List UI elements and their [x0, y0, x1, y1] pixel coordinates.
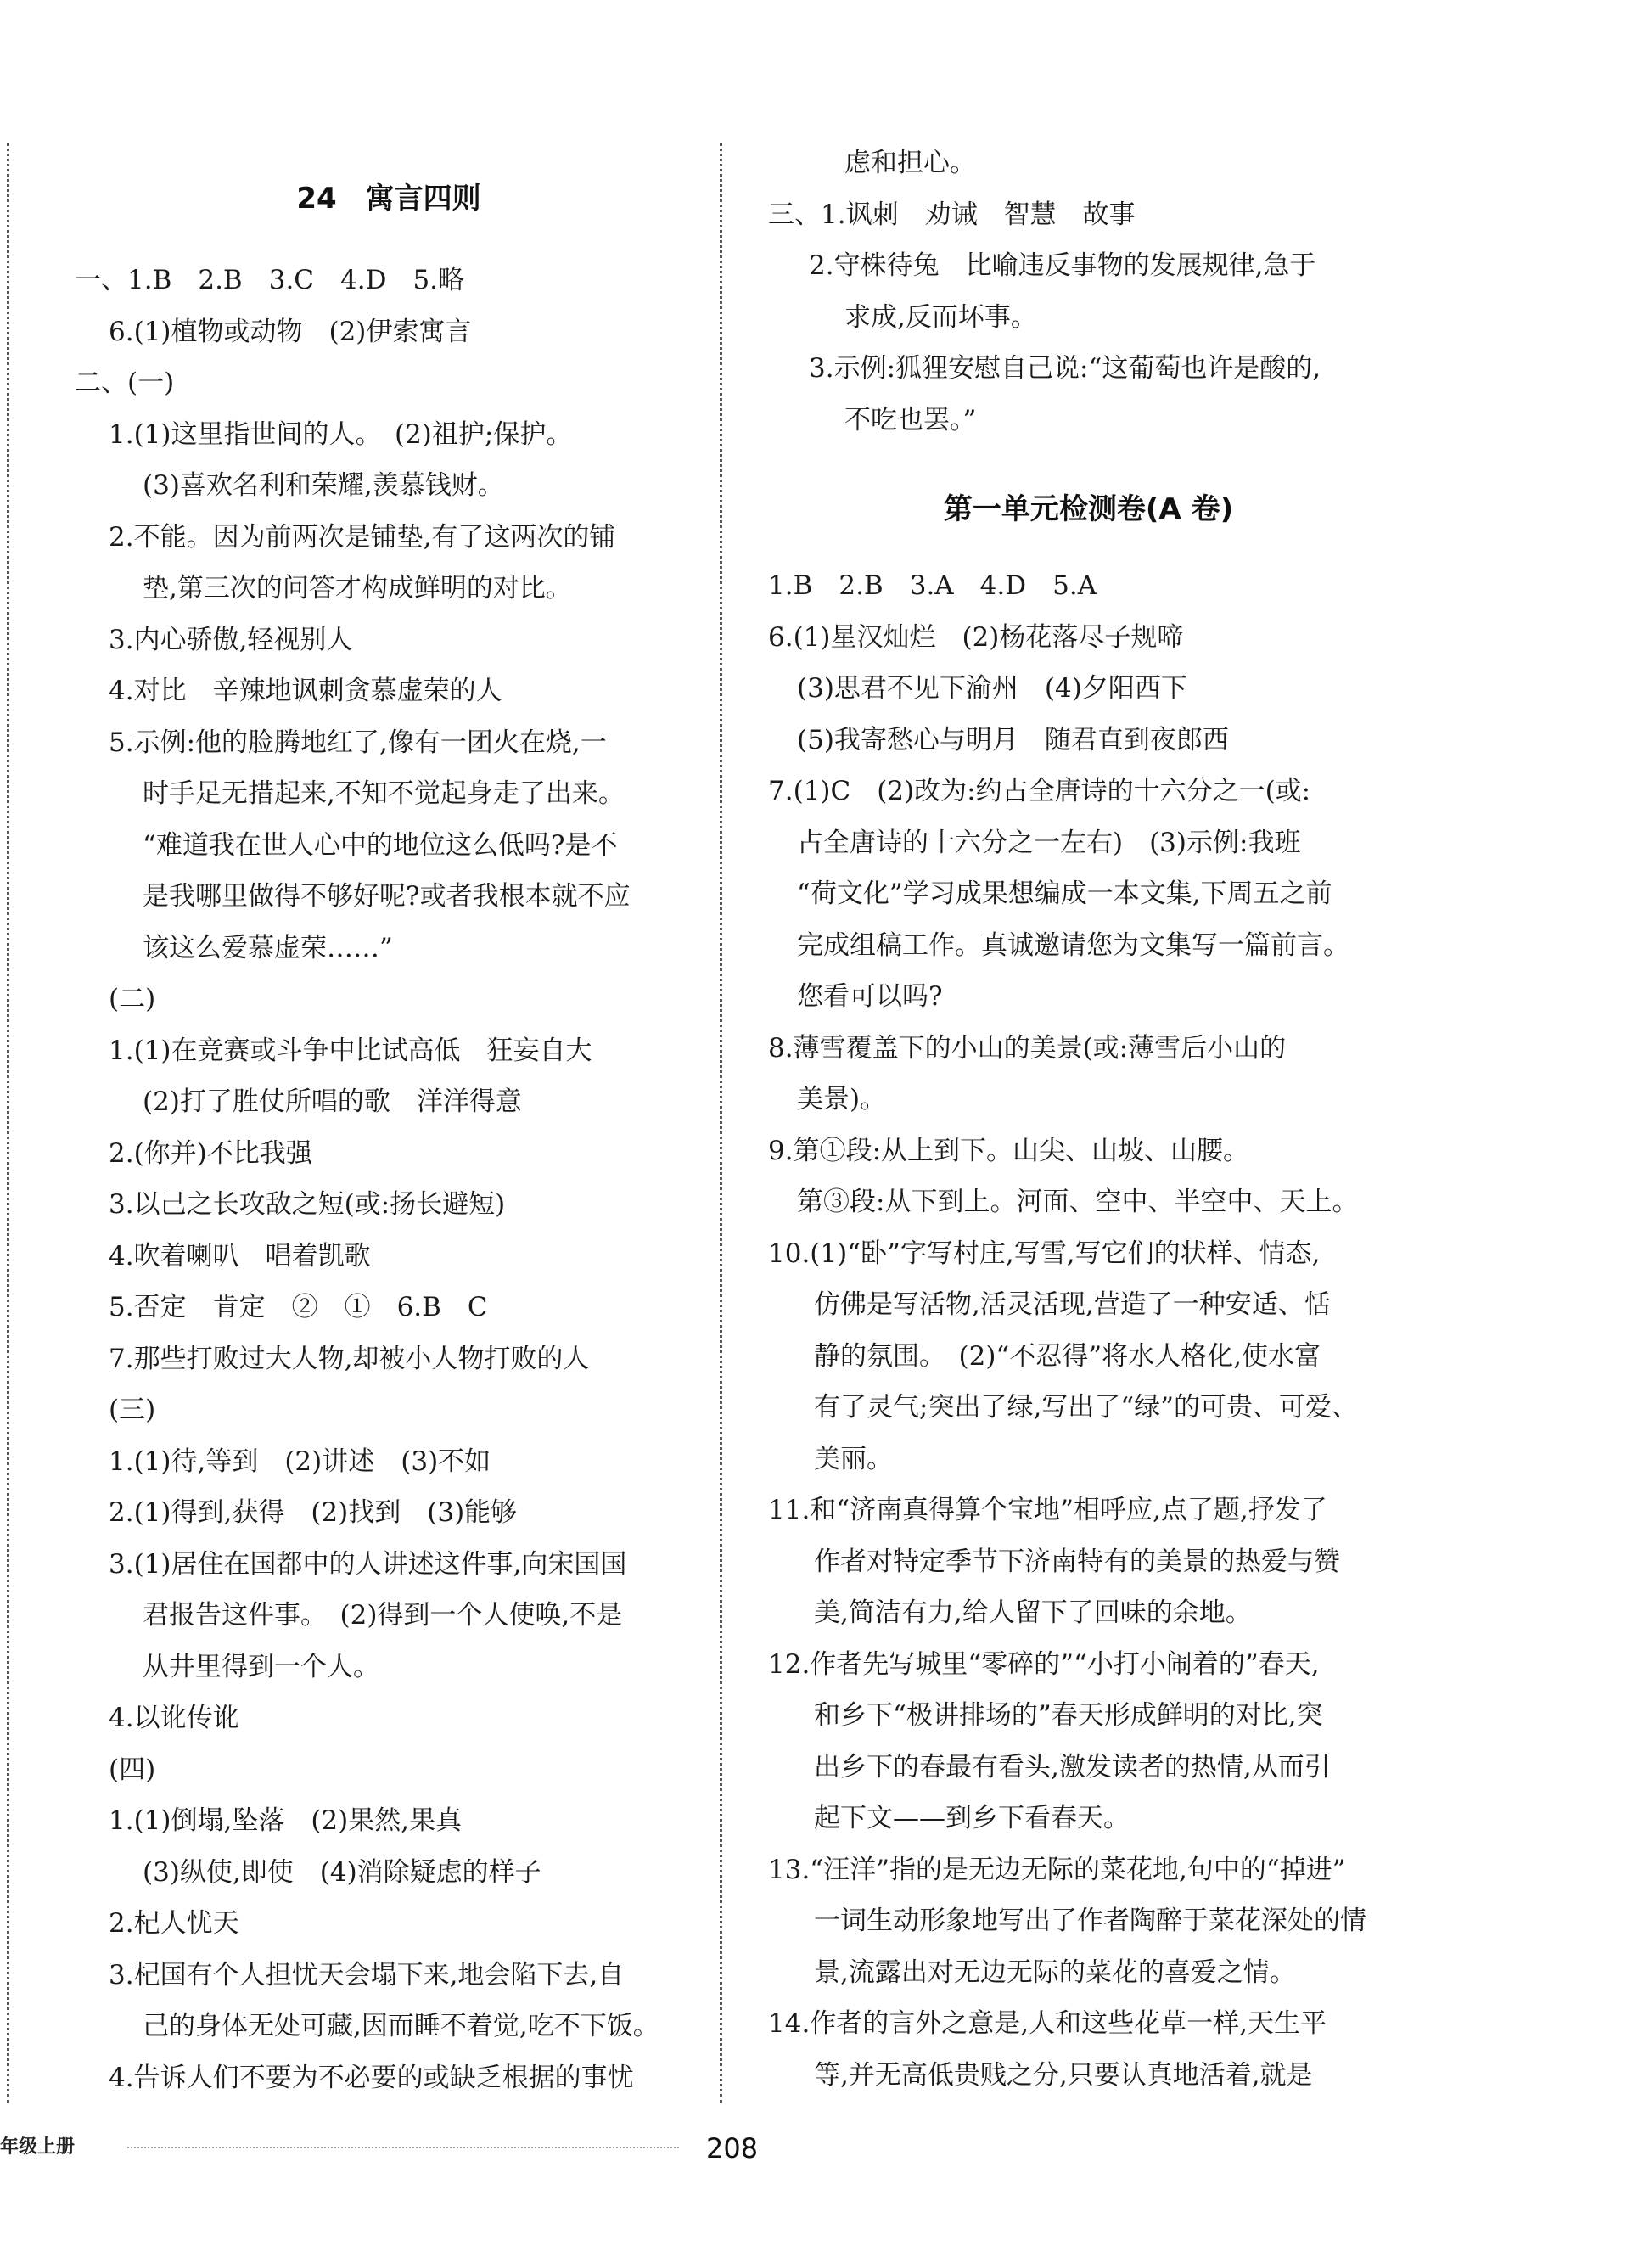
section-title-fables: 24 寓言四则: [296, 182, 481, 216]
left-binding-dotted-line: [7, 143, 9, 2103]
answer-line: (三): [109, 1395, 156, 1425]
answer-line: 9.第①段:从上到下。山尖、山坡、山腰。: [768, 1135, 1250, 1166]
answer-line: 4.告诉人们不要为不必要的或缺乏根据的事忧: [109, 2062, 634, 2093]
answer-line: “荷文化”学习成果想编成一本文集,下周五之前: [797, 879, 1332, 909]
grade-label: 年级上册: [0, 2136, 76, 2158]
answer-line: 该这么爱慕虚荣……”: [143, 932, 393, 963]
answer-line: 3.杞国有个人担忧天会塌下来,地会陷下去,自: [109, 1959, 625, 1990]
answer-line: 2.守株待兔 比喻违反事物的发展规律,急于: [809, 250, 1316, 281]
answer-line: 13.“汪洋”指的是无边无际的菜花地,句中的“掉进”: [768, 1854, 1346, 1885]
answer-line: 完成组稿工作。真诚邀请您为文集写一篇前言。: [797, 929, 1349, 961]
column-divider-dotted-line: [720, 143, 722, 2103]
answer-line: 2.(1)得到,获得 (2)找到 (3)能够: [109, 1497, 518, 1528]
answer-line: (3)喜欢名利和荣耀,羡慕钱财。: [143, 470, 504, 501]
answer-line: 美景)。: [797, 1084, 887, 1114]
answer-line: 垫,第三次的问答才构成鲜明的对比。: [143, 573, 572, 603]
answer-line: (二): [109, 984, 156, 1014]
answer-line: 己的身体无处可藏,因而睡不着觉,吃不下饭。: [143, 2011, 659, 2041]
answer-line: 6.(1)植物或动物 (2)伊索寓言: [109, 316, 472, 347]
answer-line: 3.(1)居住在国都中的人讲述这件事,向宋国国: [109, 1548, 627, 1580]
answer-line: (四): [109, 1754, 156, 1785]
answer-line: 时手足无措起来,不知不觉起身走了出来。: [143, 778, 625, 809]
answer-line: 1.(1)这里指世间的人。 (2)祖护;保护。: [109, 418, 573, 450]
answer-line: 从井里得到一个人。: [143, 1651, 379, 1682]
answer-line: 14.作者的言外之意是,人和这些花草一样,天生平: [768, 2008, 1327, 2039]
answer-line: 君报告这件事。 (2)得到一个人使唤,不是: [143, 1600, 623, 1631]
answer-line: 8.薄雪覆盖下的小山的美景(或:薄雪后小山的: [768, 1032, 1287, 1064]
answer-line: (3)思君不见下渝州 (4)夕阳西下: [797, 673, 1187, 704]
answer-line: 和乡下“极讲排场的”春天形成鲜明的对比,突: [814, 1700, 1323, 1731]
answer-line: (3)纵使,即使 (4)消除疑虑的样子: [143, 1856, 541, 1888]
answer-line: 仿佛是写活物,活灵活现,营造了一种安适、恬: [814, 1289, 1331, 1320]
answer-line: 4.吹着喇叭 唱着凯歌: [109, 1240, 371, 1272]
answer-line: (2)打了胜仗所唱的歌 洋洋得意: [143, 1086, 522, 1117]
answer-line: 11.和“济南真得算个宝地”相呼应,点了题,抒发了: [768, 1495, 1327, 1525]
answer-line: 2.杞人忧天: [109, 1908, 239, 1939]
answer-line: 1.(1)待,等到 (2)讲述 (3)不如: [109, 1446, 491, 1477]
answer-line: 起下文——到乡下看春天。: [814, 1803, 1130, 1833]
answer-line: 3.以己之长攻敌之短(或:扬长避短): [109, 1189, 506, 1220]
answer-line: 3.示例:狐狸安慰自己说:“这葡萄也许是酸的,: [809, 353, 1321, 384]
answer-line: 6.(1)星汉灿烂 (2)杨花落尽子规啼: [768, 621, 1184, 653]
footer-dotted-rule: [127, 2147, 679, 2148]
answer-line: 不吃也罢。”: [844, 404, 977, 435]
answer-line: 是我哪里做得不够好呢?或者我根本就不应: [143, 881, 631, 912]
answer-line: 1.B 2.B 3.A 4.D 5.A: [768, 570, 1097, 601]
answer-line: 二、(一): [75, 368, 175, 398]
answer-line: 虑和担心。: [844, 148, 976, 178]
answer-line: 4.以讹传讹: [109, 1703, 239, 1733]
answer-line: 1.(1)在竞赛或斗争中比试高低 狂妄自大: [109, 1035, 592, 1066]
answer-line: 5.否定 肯定 ② ① 6.B C: [109, 1292, 488, 1322]
answer-line: 1.(1)倒塌,坠落 (2)果然,果真: [109, 1805, 463, 1836]
answer-line: 第③段:从下到上。河面、空中、半空中、天上。: [797, 1187, 1359, 1217]
answer-line: 景,流露出对无边无际的菜花的喜爱之情。: [814, 1956, 1296, 1988]
answer-line: 7.(1)C (2)改为:约占全唐诗的十六分之一(或:: [768, 776, 1311, 806]
answer-line: 静的氛围。 (2)“不忍得”将水人格化,使水富: [814, 1340, 1321, 1372]
answer-line: 求成,反而坏事。: [844, 301, 1037, 333]
answer-line: 一、1.B 2.B 3.C 4.D 5.略: [75, 265, 465, 295]
answer-line: 12.作者先写城里“零碎的”“小打小闹着的”春天,: [768, 1648, 1320, 1680]
answer-line: 5.示例:他的脸腾地红了,像有一团火在烧,一: [109, 727, 607, 758]
answer-line: 4.对比 辛辣地讽刺贪慕虚荣的人: [109, 676, 502, 706]
answer-line: 有了灵气;突出了绿,写出了“绿”的可贵、可爱、: [814, 1392, 1358, 1423]
answer-line: 美,简洁有力,给人留下了回味的余地。: [814, 1597, 1252, 1628]
answer-line: 2.(你并)不比我强: [109, 1137, 312, 1169]
page-number: 208: [706, 2132, 759, 2164]
section-title-unit-test: 第一单元检测卷(A 卷): [943, 492, 1234, 526]
answer-line: 7.那些打败过大人物,却被小人物打败的人: [109, 1343, 590, 1374]
answer-line: 3.内心骄傲,轻视别人: [109, 624, 353, 655]
answer-line: 占全唐诗的十六分之一左右) (3)示例:我班: [797, 827, 1301, 858]
answer-line: 2.不能。因为前两次是铺垫,有了这两次的铺: [109, 521, 616, 553]
answer-line: (5)我寄愁心与明月 随君直到夜郎西: [797, 724, 1229, 755]
answer-line: 一词生动形象地写出了作者陶醉于菜花深处的情: [814, 1906, 1366, 1936]
answer-line: 等,并无高低贵贱之分,只要认真地活着,就是: [814, 2059, 1313, 2091]
answer-line: 美丽。: [814, 1443, 893, 1474]
answer-line: 三、1.讽刺 劝诫 智慧 故事: [768, 199, 1136, 230]
answer-line: 10.(1)“卧”字写村庄,写雪,写它们的状样、情态,: [768, 1238, 1321, 1269]
answer-line: 出乡下的春最有看头,激发读者的热情,从而引: [814, 1751, 1331, 1782]
answer-line: 您看可以吗?: [797, 981, 943, 1012]
answer-line: 作者对特定季节下济南特有的美景的热爱与赞: [814, 1546, 1340, 1577]
answer-line: “难道我在世人心中的地位这么低吗?是不: [143, 829, 618, 861]
